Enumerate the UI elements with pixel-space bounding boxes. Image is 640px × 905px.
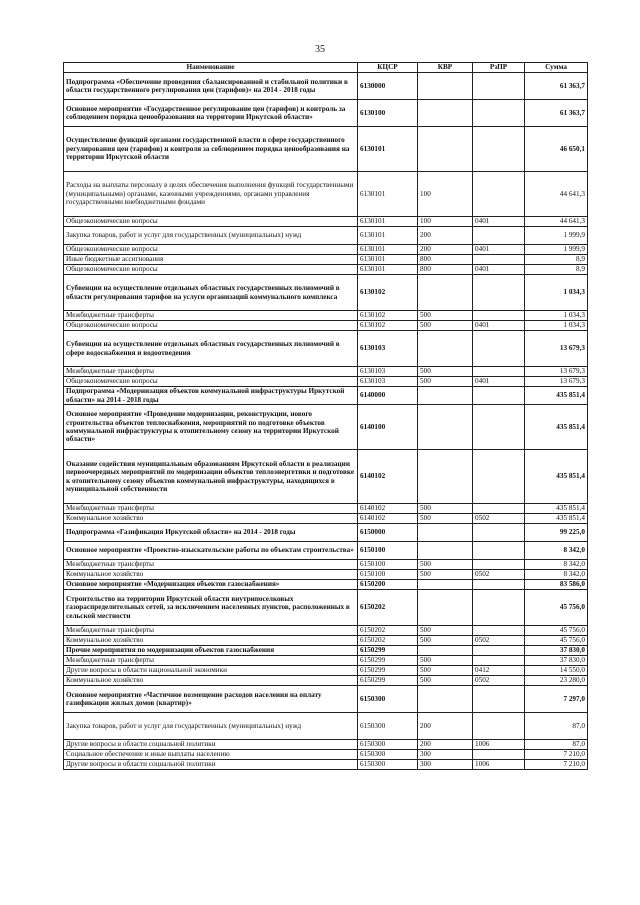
cell-name: Основное мероприятие «Государственное регулирование цен (тарифов) и контроль за соблюдением порядка ценообразования на территории Иркутской области» xyxy=(64,100,358,127)
cell-kcsr: 6150299 xyxy=(358,656,418,666)
cell-kcsr: 6130102 xyxy=(358,311,418,321)
cell-sum: 7 297,0 xyxy=(525,686,588,713)
cell-kvr: 800 xyxy=(418,265,473,275)
cell-kcsr: 6130100 xyxy=(358,100,418,127)
cell-kvr xyxy=(418,542,473,560)
cell-kcsr: 6150200 xyxy=(358,580,418,590)
cell-kcsr: 6130101 xyxy=(358,255,418,265)
cell-rzpr: 0401 xyxy=(473,245,525,255)
cell-kvr: 500 xyxy=(418,377,473,387)
table-row xyxy=(64,686,588,713)
cell-rzpr xyxy=(473,172,525,217)
cell-rzpr xyxy=(473,387,525,405)
cell-name: Прочие мероприятия по модернизации объектов газоснабжения xyxy=(64,646,358,656)
cell-rzpr: 0401 xyxy=(473,217,525,227)
table-row xyxy=(64,100,588,127)
table-row xyxy=(64,450,588,504)
cell-rzpr xyxy=(473,227,525,245)
cell-name: Подпрограмма «Обеспечение проведения сбалансированной и стабильной политики в области государственного регулирования цен (тарифов)» на 2014 - 2018 годы xyxy=(64,73,358,100)
cell-kcsr: 6140102 xyxy=(358,450,418,504)
cell-rzpr: 0502 xyxy=(473,570,525,580)
cell-name: Общеэкономические вопросы xyxy=(64,265,358,275)
cell-name: Другие вопросы в области социальной политики xyxy=(64,740,358,750)
cell-sum: 7 210,0 xyxy=(525,760,588,770)
table-row xyxy=(64,626,588,636)
cell-kcsr: 6130101 xyxy=(358,172,418,217)
cell-kvr: 500 xyxy=(418,504,473,514)
cell-kvr: 500 xyxy=(418,560,473,570)
cell-rzpr xyxy=(473,560,525,570)
cell-sum: 13 679,3 xyxy=(525,377,588,387)
table-row xyxy=(64,676,588,686)
cell-kvr xyxy=(418,331,473,367)
cell-sum: 1 034,3 xyxy=(525,321,588,331)
cell-rzpr xyxy=(473,626,525,636)
cell-kcsr: 6140000 xyxy=(358,387,418,405)
cell-sum: 1 034,3 xyxy=(525,275,588,311)
cell-kcsr: 6150100 xyxy=(358,570,418,580)
cell-name: Коммунальное хозяйство xyxy=(64,636,358,646)
table-row xyxy=(64,331,588,367)
table-row xyxy=(64,265,588,275)
cell-name: Основное мероприятие «Модернизация объектов газоснабжения» xyxy=(64,580,358,590)
table-row xyxy=(64,321,588,331)
cell-kcsr: 6130000 xyxy=(358,73,418,100)
cell-name: Общеэкономические вопросы xyxy=(64,245,358,255)
cell-rzpr xyxy=(473,542,525,560)
cell-kcsr: 6140102 xyxy=(358,504,418,514)
cell-name: Иные бюджетные ассигнования xyxy=(64,255,358,265)
cell-name: Осуществление функций органами государственной власти в сфере государственного регулирования цен (тарифов) и контроля за соблюдением порядка ценообразования на территории Иркутской области xyxy=(64,127,358,172)
cell-name: Подпрограмма «Газификация Иркутской области» на 2014 - 2018 годы xyxy=(64,524,358,542)
cell-kcsr: 6150300 xyxy=(358,713,418,740)
cell-rzpr xyxy=(473,100,525,127)
cell-sum: 1 034,3 xyxy=(525,311,588,321)
cell-name: Субвенции на осуществление отдельных областных государственных полномочий в области регулирования тарифов на услуги организаций коммунального комплекса xyxy=(64,275,358,311)
cell-sum: 435 851,4 xyxy=(525,504,588,514)
cell-kcsr: 6140100 xyxy=(358,405,418,450)
cell-name: Коммунальное хозяйство xyxy=(64,676,358,686)
cell-sum: 8,9 xyxy=(525,255,588,265)
cell-kvr: 200 xyxy=(418,245,473,255)
header-sum: Сумма xyxy=(525,63,588,73)
table-row xyxy=(64,560,588,570)
table-row xyxy=(64,73,588,100)
cell-kcsr: 6150300 xyxy=(358,686,418,713)
cell-rzpr: 0401 xyxy=(473,265,525,275)
cell-rzpr: 0401 xyxy=(473,321,525,331)
cell-kvr: 500 xyxy=(418,636,473,646)
cell-rzpr: 0502 xyxy=(473,514,525,524)
cell-sum: 44 641,3 xyxy=(525,172,588,217)
table-row xyxy=(64,245,588,255)
table-row xyxy=(64,217,588,227)
cell-sum: 13 679,3 xyxy=(525,331,588,367)
cell-sum: 87,0 xyxy=(525,740,588,750)
cell-rzpr xyxy=(473,750,525,760)
cell-kcsr: 6130103 xyxy=(358,377,418,387)
table-row xyxy=(64,760,588,770)
cell-kcsr: 6150000 xyxy=(358,524,418,542)
cell-kvr: 100 xyxy=(418,172,473,217)
cell-name: Коммунальное хозяйство xyxy=(64,570,358,580)
cell-kvr: 500 xyxy=(418,656,473,666)
cell-kcsr: 6150202 xyxy=(358,636,418,646)
cell-name: Подпрограмма «Модернизация объектов коммунальной инфраструктуры Иркутской области» на 2014 - 2018 годы xyxy=(64,387,358,405)
cell-rzpr xyxy=(473,331,525,367)
header-kvr: КВР xyxy=(418,63,473,73)
cell-rzpr: 1006 xyxy=(473,760,525,770)
cell-sum: 45 756,0 xyxy=(525,626,588,636)
table-row xyxy=(64,275,588,311)
cell-rzpr xyxy=(473,590,525,626)
cell-rzpr: 1006 xyxy=(473,740,525,750)
cell-kvr: 500 xyxy=(418,514,473,524)
table-row xyxy=(64,255,588,265)
cell-name: Основное мероприятие «Проектно-изыскательские работы по объектам строительства» xyxy=(64,542,358,560)
table-row xyxy=(64,666,588,676)
cell-name: Закупка товаров, работ и услуг для государственных (муниципальных) нужд xyxy=(64,227,358,245)
cell-kcsr: 6130102 xyxy=(358,321,418,331)
cell-name: Закупка товаров, работ и услуг для государственных (муниципальных) нужд xyxy=(64,713,358,740)
table-row xyxy=(64,504,588,514)
cell-sum: 46 650,1 xyxy=(525,127,588,172)
cell-kvr xyxy=(418,646,473,656)
cell-rzpr xyxy=(473,713,525,740)
cell-kvr xyxy=(418,127,473,172)
cell-kvr: 500 xyxy=(418,676,473,686)
table-row xyxy=(64,524,588,542)
cell-rzpr: 0412 xyxy=(473,666,525,676)
cell-name: Межбюджетные трансферты xyxy=(64,656,358,666)
cell-kcsr: 6150100 xyxy=(358,542,418,560)
table-row xyxy=(64,367,588,377)
cell-name: Расходы на выплаты персоналу в целях обеспечения выполнения функций государственными (муниципальными) органами, казенными учреждениями, органами управления государственными внебюджетными фондами xyxy=(64,172,358,217)
cell-kcsr: 6150299 xyxy=(358,646,418,656)
cell-name: Общеэкономические вопросы xyxy=(64,377,358,387)
cell-kcsr: 6130101 xyxy=(358,127,418,172)
cell-kvr: 200 xyxy=(418,740,473,750)
cell-name: Другие вопросы в области социальной политики xyxy=(64,760,358,770)
cell-rzpr xyxy=(473,524,525,542)
cell-name: Основное мероприятие «Проведение модернизации, реконструкции, нового строительства объектов теплоснабжения, мероприятий по подготовке объектов коммунальной инфраструктуры к отопительному сезону на территории Иркутской области» xyxy=(64,405,358,450)
cell-sum: 1 999,9 xyxy=(525,227,588,245)
cell-kvr: 500 xyxy=(418,367,473,377)
cell-sum: 61 363,7 xyxy=(525,100,588,127)
table-row xyxy=(64,542,588,560)
cell-name: Общеэкономические вопросы xyxy=(64,217,358,227)
cell-kvr xyxy=(418,73,473,100)
table-row xyxy=(64,740,588,750)
cell-rzpr xyxy=(473,656,525,666)
cell-kcsr: 6130101 xyxy=(358,227,418,245)
cell-kvr: 500 xyxy=(418,626,473,636)
table-row xyxy=(64,570,588,580)
header-kcsr: КЦСР xyxy=(358,63,418,73)
cell-rzpr xyxy=(473,127,525,172)
cell-sum: 13 679,3 xyxy=(525,367,588,377)
cell-kcsr: 6150300 xyxy=(358,760,418,770)
cell-rzpr: 0401 xyxy=(473,377,525,387)
cell-sum: 8 342,0 xyxy=(525,570,588,580)
cell-kvr xyxy=(418,524,473,542)
table-row xyxy=(64,127,588,172)
cell-kvr: 800 xyxy=(418,255,473,265)
cell-rzpr xyxy=(473,367,525,377)
cell-kvr xyxy=(418,405,473,450)
cell-kvr xyxy=(418,275,473,311)
cell-kcsr: 6150202 xyxy=(358,626,418,636)
cell-name: Межбюджетные трансферты xyxy=(64,626,358,636)
cell-kcsr: 6150202 xyxy=(358,590,418,626)
table-row xyxy=(64,387,588,405)
table-row xyxy=(64,377,588,387)
table-row xyxy=(64,311,588,321)
cell-kcsr: 6150300 xyxy=(358,740,418,750)
cell-rzpr xyxy=(473,686,525,713)
cell-kcsr: 6150299 xyxy=(358,676,418,686)
cell-kvr: 300 xyxy=(418,750,473,760)
cell-name: Общеэкономические вопросы xyxy=(64,321,358,331)
cell-name: Строительство на территории Иркутской области внутрипоселковых газораспределительных сетей, за исключением населенных пунктов, расположенных в сельской местности xyxy=(64,590,358,626)
cell-kvr: 500 xyxy=(418,311,473,321)
cell-kcsr: 6130102 xyxy=(358,275,418,311)
cell-sum: 435 851,4 xyxy=(525,450,588,504)
header-rzpr: РзПР xyxy=(473,63,525,73)
table-row xyxy=(64,713,588,740)
cell-name: Оказание содействия муниципальным образованиям Иркутской области в реализации первоочередных мероприятий по модернизации объектов теплоэнергетики и подготовке к отопительному сезону объектов коммунальной инфраструктуры, находящихся в муниципальной собственности xyxy=(64,450,358,504)
cell-kcsr: 6130101 xyxy=(358,265,418,275)
cell-sum: 435 851,4 xyxy=(525,387,588,405)
cell-kvr xyxy=(418,580,473,590)
cell-kcsr: 6130101 xyxy=(358,245,418,255)
cell-name: Межбюджетные трансферты xyxy=(64,504,358,514)
cell-rzpr xyxy=(473,255,525,265)
cell-kcsr: 6140102 xyxy=(358,514,418,524)
cell-kcsr: 6130103 xyxy=(358,367,418,377)
cell-sum: 7 210,0 xyxy=(525,750,588,760)
table-row xyxy=(64,514,588,524)
cell-name: Другие вопросы в области национальной экономики xyxy=(64,666,358,676)
cell-kvr: 500 xyxy=(418,570,473,580)
cell-rzpr xyxy=(473,450,525,504)
cell-rzpr xyxy=(473,405,525,450)
table-row xyxy=(64,172,588,217)
cell-rzpr xyxy=(473,504,525,514)
table-header-row xyxy=(64,63,588,73)
table-row xyxy=(64,227,588,245)
cell-sum: 1 999,9 xyxy=(525,245,588,255)
cell-rzpr: 0502 xyxy=(473,636,525,646)
table-row xyxy=(64,750,588,760)
table-row xyxy=(64,405,588,450)
cell-name: Основное мероприятие «Частичное возмещение расходов населения на оплату газификации жилых домов (квартир)» xyxy=(64,686,358,713)
cell-kvr xyxy=(418,100,473,127)
table-row xyxy=(64,646,588,656)
cell-sum: 61 363,7 xyxy=(525,73,588,100)
cell-kcsr: 6130103 xyxy=(358,331,418,367)
cell-name: Межбюджетные трансферты xyxy=(64,560,358,570)
cell-sum: 87,0 xyxy=(525,713,588,740)
cell-rzpr xyxy=(473,275,525,311)
cell-kvr: 200 xyxy=(418,227,473,245)
cell-kvr xyxy=(418,450,473,504)
budget-table xyxy=(63,62,588,770)
cell-kvr: 100 xyxy=(418,217,473,227)
cell-name: Межбюджетные трансферты xyxy=(64,367,358,377)
table-row xyxy=(64,580,588,590)
cell-kvr xyxy=(418,590,473,626)
cell-sum: 435 851,4 xyxy=(525,514,588,524)
table-row xyxy=(64,636,588,646)
cell-rzpr xyxy=(473,311,525,321)
cell-sum: 99 225,0 xyxy=(525,524,588,542)
cell-sum: 37 830,0 xyxy=(525,646,588,656)
cell-kvr xyxy=(418,387,473,405)
cell-kcsr: 6150299 xyxy=(358,666,418,676)
cell-kvr: 500 xyxy=(418,666,473,676)
cell-rzpr: 0502 xyxy=(473,676,525,686)
header-name: Наименование xyxy=(64,63,358,73)
cell-kvr: 200 xyxy=(418,713,473,740)
cell-name: Межбюджетные трансферты xyxy=(64,311,358,321)
cell-sum: 8,9 xyxy=(525,265,588,275)
cell-name: Коммунальное хозяйство xyxy=(64,514,358,524)
cell-kvr: 300 xyxy=(418,760,473,770)
cell-kvr xyxy=(418,686,473,713)
cell-kcsr: 6150100 xyxy=(358,560,418,570)
cell-sum: 435 851,4 xyxy=(525,405,588,450)
cell-sum: 44 641,3 xyxy=(525,217,588,227)
cell-sum: 14 550,0 xyxy=(525,666,588,676)
cell-kcsr: 6130101 xyxy=(358,217,418,227)
cell-kvr: 500 xyxy=(418,321,473,331)
cell-sum: 37 830,0 xyxy=(525,656,588,666)
cell-sum: 45 756,0 xyxy=(525,590,588,626)
cell-rzpr xyxy=(473,580,525,590)
cell-sum: 45 756,0 xyxy=(525,636,588,646)
cell-sum: 8 342,0 xyxy=(525,542,588,560)
cell-sum: 23 280,0 xyxy=(525,676,588,686)
table-row xyxy=(64,590,588,626)
table-row xyxy=(64,656,588,666)
cell-rzpr xyxy=(473,73,525,100)
cell-name: Социальное обеспечение и иные выплаты населению xyxy=(64,750,358,760)
cell-sum: 8 342,0 xyxy=(525,560,588,570)
cell-rzpr xyxy=(473,646,525,656)
page-number: 35 xyxy=(315,44,325,55)
cell-name: Субвенции на осуществление отдельных областных государственных полномочий в сфере водоснабжения и водоотведения xyxy=(64,331,358,367)
cell-sum: 83 586,0 xyxy=(525,580,588,590)
cell-kcsr: 6150300 xyxy=(358,750,418,760)
